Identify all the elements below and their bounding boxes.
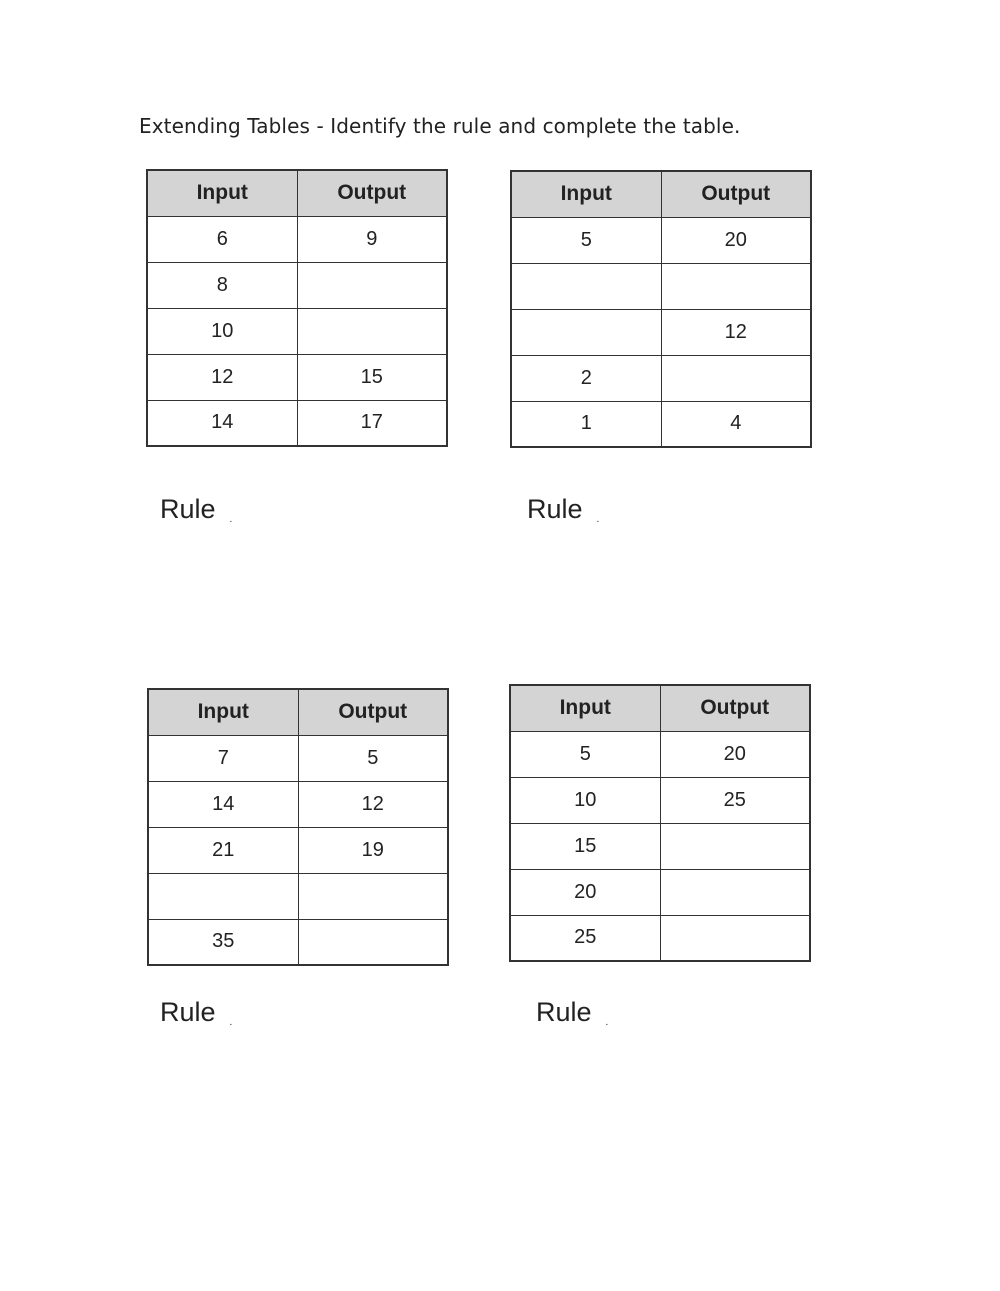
rule-text: Rule: [160, 494, 216, 524]
table-row: [510, 915, 810, 961]
rule-text: Rule: [536, 997, 592, 1027]
output-cell[interactable]: 20: [661, 217, 811, 263]
output-cell[interactable]: [660, 915, 810, 961]
input-header: Input: [510, 685, 660, 731]
input-cell[interactable]: 15: [510, 823, 660, 869]
table-row: [147, 216, 447, 262]
output-cell[interactable]: [298, 919, 448, 965]
input-cell[interactable]: [148, 873, 298, 919]
table-row: [510, 777, 810, 823]
output-cell[interactable]: 19: [298, 827, 448, 873]
table-row: [511, 217, 811, 263]
rule-label-2: [527, 494, 599, 525]
output-cell[interactable]: 20: [660, 731, 810, 777]
rule-dot: .: [229, 1017, 233, 1028]
table-row: [148, 735, 448, 781]
output-cell[interactable]: [660, 823, 810, 869]
table-row: [147, 354, 447, 400]
rule-text: Rule: [160, 997, 216, 1027]
table-row: [148, 873, 448, 919]
output-cell[interactable]: [298, 873, 448, 919]
table-header-row: [510, 685, 810, 731]
output-cell[interactable]: [660, 869, 810, 915]
input-cell[interactable]: 10: [510, 777, 660, 823]
output-cell[interactable]: 15: [297, 354, 447, 400]
input-cell[interactable]: 12: [147, 354, 297, 400]
rule-label-1: [160, 494, 232, 525]
input-cell[interactable]: 14: [147, 400, 297, 446]
input-cell[interactable]: 2: [511, 355, 661, 401]
table-row: [511, 401, 811, 447]
table-row: [511, 309, 811, 355]
table-row: [511, 355, 811, 401]
table-row: [147, 308, 447, 354]
input-cell[interactable]: 7: [148, 735, 298, 781]
input-cell[interactable]: 25: [510, 915, 660, 961]
output-cell[interactable]: 4: [661, 401, 811, 447]
input-cell[interactable]: 1: [511, 401, 661, 447]
output-cell[interactable]: [661, 355, 811, 401]
table-header-row: [511, 171, 811, 217]
output-header: Output: [661, 171, 811, 217]
worksheet-title: Extending Tables - Identify the rule and complete the table.: [139, 114, 741, 138]
input-cell[interactable]: 5: [511, 217, 661, 263]
input-cell[interactable]: 35: [148, 919, 298, 965]
input-cell[interactable]: [511, 309, 661, 355]
table-row: [511, 263, 811, 309]
output-header: Output: [660, 685, 810, 731]
io-table-3: [147, 688, 449, 966]
rule-dot: .: [596, 514, 600, 525]
io-table-4: [509, 684, 811, 962]
output-cell[interactable]: 12: [661, 309, 811, 355]
input-cell[interactable]: 14: [148, 781, 298, 827]
io-table-2: [510, 170, 812, 448]
input-cell[interactable]: [511, 263, 661, 309]
input-cell[interactable]: 8: [147, 262, 297, 308]
input-cell[interactable]: 20: [510, 869, 660, 915]
rule-text: Rule: [527, 494, 583, 524]
output-cell[interactable]: 5: [298, 735, 448, 781]
output-cell[interactable]: [661, 263, 811, 309]
input-header: Input: [148, 689, 298, 735]
output-cell[interactable]: [297, 262, 447, 308]
table-row: [148, 781, 448, 827]
output-cell[interactable]: 9: [297, 216, 447, 262]
table-header-row: [148, 689, 448, 735]
input-cell[interactable]: 10: [147, 308, 297, 354]
table-row: [147, 400, 447, 446]
output-cell[interactable]: 12: [298, 781, 448, 827]
rule-label-3: [160, 997, 232, 1028]
input-cell[interactable]: 21: [148, 827, 298, 873]
table-row: [148, 919, 448, 965]
table-row: [510, 869, 810, 915]
rule-dot: .: [229, 514, 233, 525]
table-header-row: [147, 170, 447, 216]
table-row: [148, 827, 448, 873]
table-row: [510, 823, 810, 869]
io-table-1: [146, 169, 448, 447]
input-cell[interactable]: 5: [510, 731, 660, 777]
output-header: Output: [297, 170, 447, 216]
output-cell[interactable]: 17: [297, 400, 447, 446]
output-cell[interactable]: [297, 308, 447, 354]
rule-dot: .: [605, 1017, 609, 1028]
output-header: Output: [298, 689, 448, 735]
input-cell[interactable]: 6: [147, 216, 297, 262]
table-row: [510, 731, 810, 777]
rule-label-4: [536, 997, 608, 1028]
input-header: Input: [511, 171, 661, 217]
table-row: [147, 262, 447, 308]
input-header: Input: [147, 170, 297, 216]
output-cell[interactable]: 25: [660, 777, 810, 823]
